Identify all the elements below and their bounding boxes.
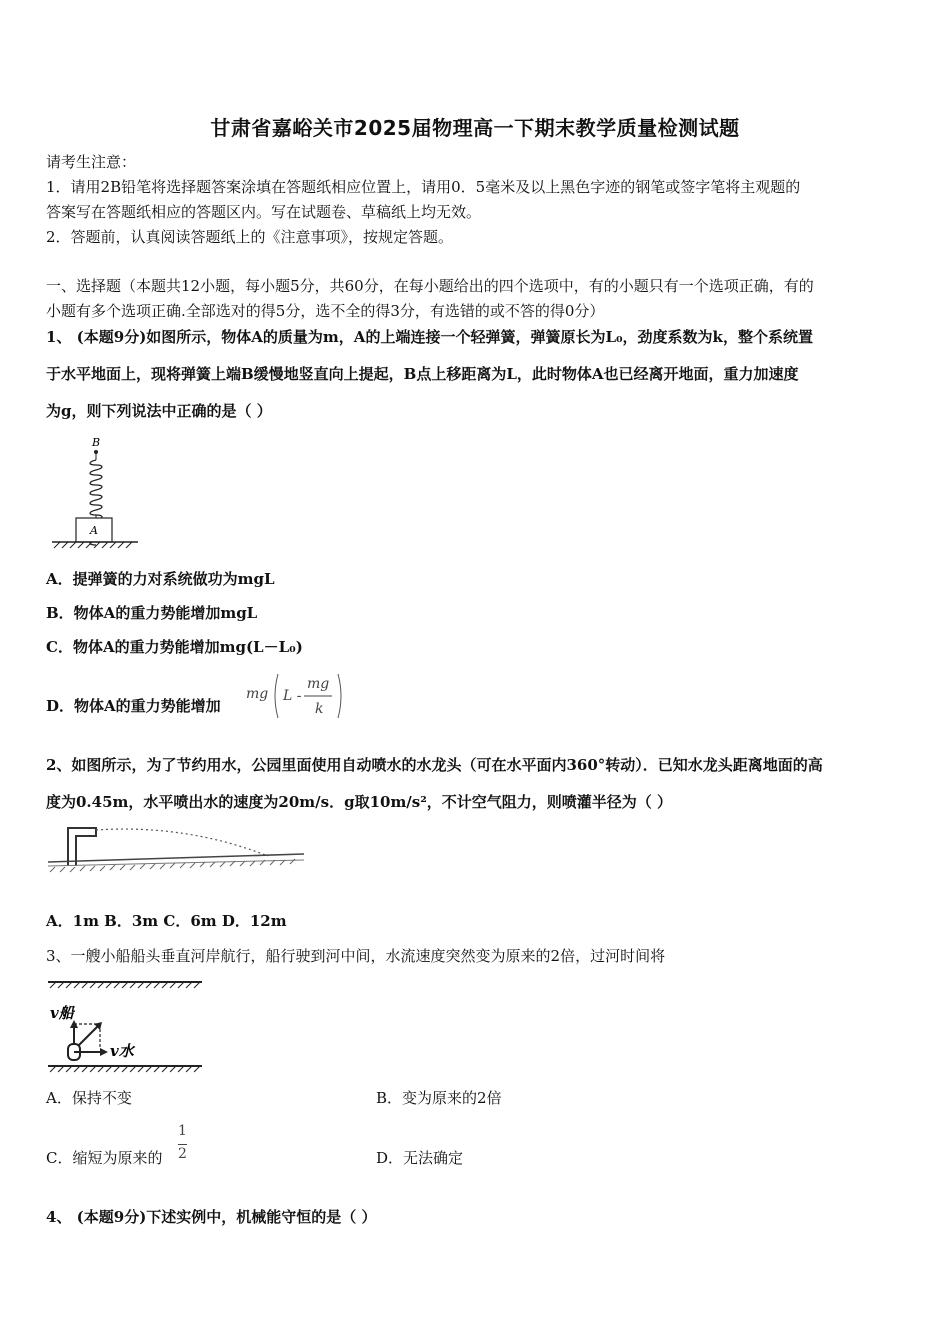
q1-option-c: C．物体A的重力势能增加mg(L－L₀) — [46, 638, 303, 656]
spring-block-figure — [46, 432, 166, 554]
q2-stem-b: 度为0.45m，水平喷出水的速度为20m/s．g取10m/s²，不计空气阻力，则喷灌半径为（ ） — [46, 793, 673, 811]
q3-option-a: A．保持不变 — [46, 1089, 132, 1107]
q2-stem-a: 2、如图所示，为了节约用水，公园里面使用自动喷水的水龙头（可在水平面内360°转动）．已知水龙头距离地面的高 — [46, 756, 823, 774]
q1-option-b: B．物体A的重力势能增加mgL — [46, 604, 258, 622]
q1-stem-b: 于水平地面上，现将弹簧上端B缓慢地竖直向上提起，B点上移距离为L，此时物体A也已经离开地面，重力加速度 — [46, 365, 799, 383]
q4-stem: 4、 (本题9分)下述实例中，机械能守恒的是（ ） — [46, 1208, 377, 1226]
q1-option-d-mg: mg — [246, 686, 269, 702]
q3-option-d: D．无法确定 — [376, 1149, 464, 1167]
notice-item-2: 2．答题前，认真阅读答题纸上的《注意事项》，按规定答题。 — [46, 228, 454, 246]
notice-item-1b: 答案写在答题纸相应的答题区内。写在试题卷、草稿纸上均无效。 — [46, 203, 482, 221]
q1-option-a: A．提弹簧的力对系统做功为mgL — [46, 570, 275, 588]
q1-option-d-denominator: k — [315, 701, 324, 717]
label-b: B — [92, 436, 101, 449]
q3-option-c-denominator: 2 — [178, 1146, 187, 1162]
page-title: 甘肃省嘉峪关市2025届物理高一下期末教学质量检测试题 — [210, 116, 740, 140]
boat-river-figure — [46, 974, 206, 1078]
q1-option-d-text: D．物体A的重力势能增加 — [46, 697, 221, 715]
q1-option-d-numerator: mg — [307, 676, 330, 692]
q1-stem-c: 为g，则下列说法中正确的是（ ） — [46, 402, 272, 420]
q1-option-d-l: L - — [283, 688, 302, 704]
q3-option-c-fraction — [178, 1122, 187, 1163]
q2-options: A．1m B．3m C．6m D．12m — [46, 912, 287, 930]
section-heading-b: 小题有多个选项正确.全部选对的得5分，选不全的得3分，有选错的或不答的得0分） — [46, 302, 605, 320]
sprinkler-figure — [46, 822, 308, 878]
section-heading-a: 一、选择题（本题共12小题，每小题5分，共60分，在每小题给出的四个选项中，有的小题只有一个选项正确，有的 — [46, 277, 814, 295]
q3-option-b: B．变为原来的2倍 — [376, 1089, 502, 1107]
q3-option-c — [46, 1122, 346, 1168]
q1-stem-a: 1、 (本题9分)如图所示，物体A的质量为m，A的上端连接一个轻弹簧，弹簧原长为L₀，劲度系数为k，整个系统置 — [46, 328, 813, 346]
q3-stem: 3、一艘小船船头垂直河岸航行，船行驶到河中间，水流速度突然变为原来的2倍，过河时间将 — [46, 947, 666, 965]
notice-heading: 请考生注意： — [46, 153, 137, 171]
q1-option-d — [46, 672, 906, 722]
v-boat-label: v船 — [50, 1004, 74, 1022]
v-water-label: v水 — [110, 1042, 134, 1060]
label-a: A — [90, 524, 98, 537]
q3-option-c-text: C．缩短为原来的 — [46, 1149, 163, 1167]
q3-option-c-numerator: 1 — [178, 1123, 187, 1139]
notice-item-1a: 1．请用2B铅笔将选择题答案涂填在答题纸相应位置上，请用0．5毫米及以上黑色字迹的钢笔或签字笔将主观题的 — [46, 178, 801, 196]
